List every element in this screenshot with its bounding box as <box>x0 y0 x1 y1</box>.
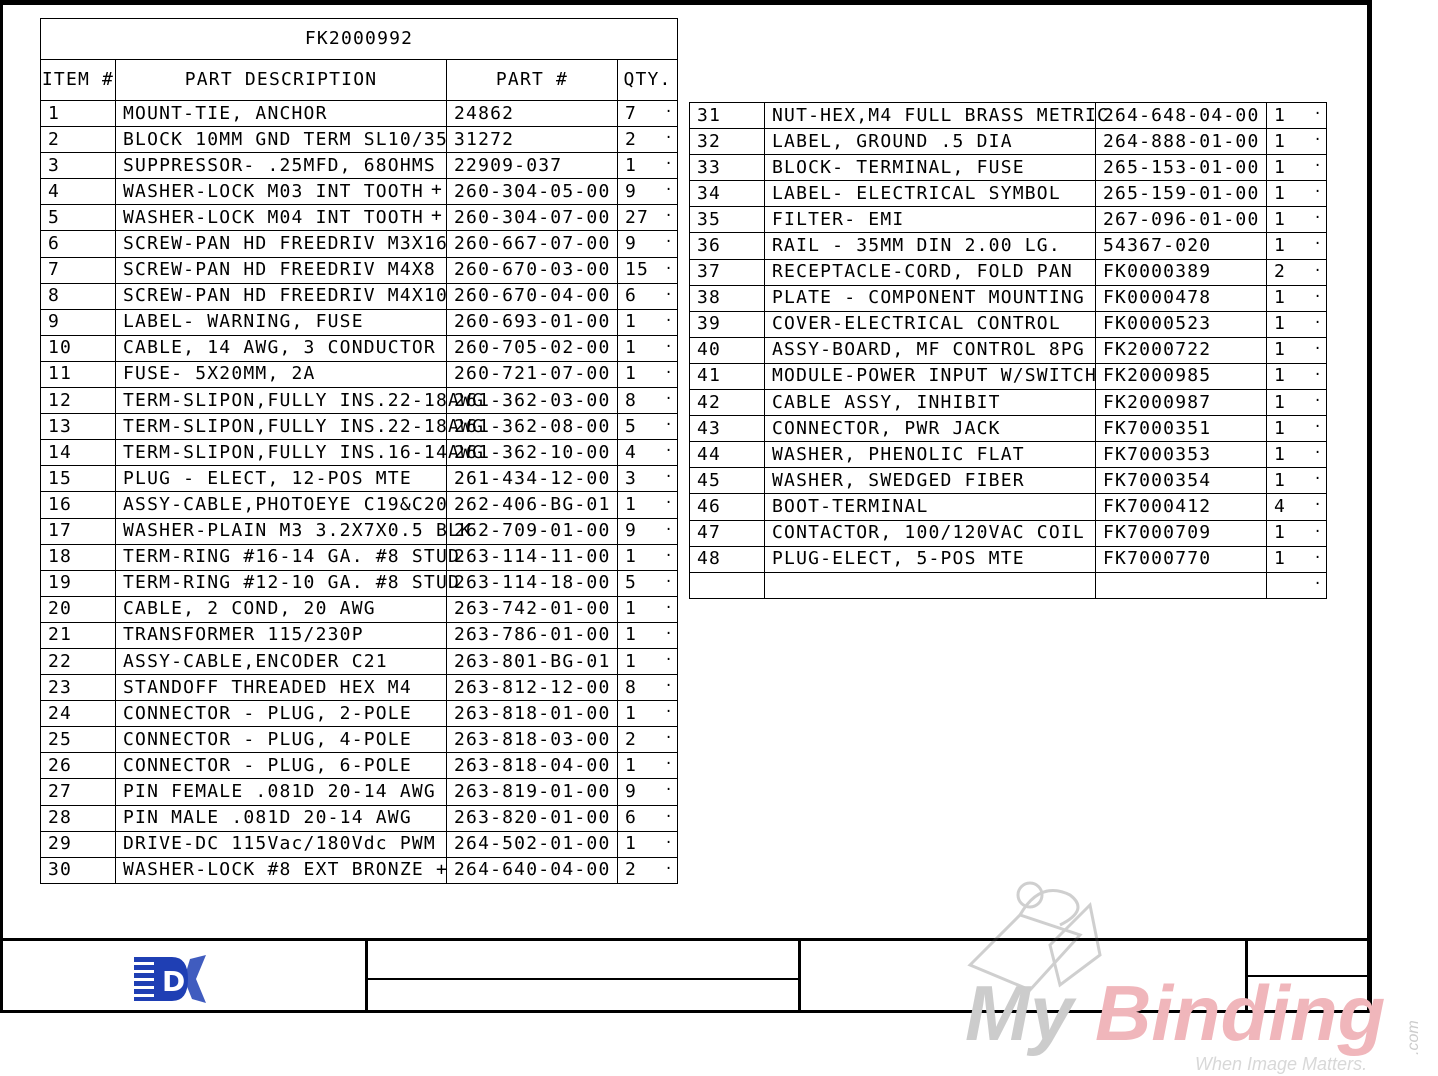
table-row <box>690 285 1327 311</box>
part-number-cell: FK7000353 <box>1096 442 1267 468</box>
part-number-cell: 265-153-01-00 <box>1096 155 1267 181</box>
table-row <box>690 155 1327 181</box>
qty-cell: 1 · <box>1267 363 1327 389</box>
header-part-number: PART # <box>447 60 618 101</box>
qty-cell: 2 · <box>618 857 678 883</box>
bom-title-row <box>41 19 678 60</box>
part-number-cell: FK7000351 <box>1096 416 1267 442</box>
table-row <box>690 363 1327 389</box>
description-cell: WASHER, PHENOLIC FLAT <box>765 442 1096 468</box>
qty-cell: 1 · <box>618 753 678 779</box>
description-cell: BLOCK- TERMINAL, FUSE <box>765 155 1096 181</box>
description-cell: SCREW-PAN HD FREEDRIV M3X16 <box>116 231 447 257</box>
qty-cell: 5 · <box>618 570 678 596</box>
item-cell: 20 <box>41 596 116 622</box>
part-number-cell: FK0000478 <box>1096 285 1267 311</box>
plus-mark: + <box>430 179 443 201</box>
qty-cell: 7 · <box>618 101 678 127</box>
table-row <box>690 207 1327 233</box>
part-number-cell: 260-667-07-00 <box>447 231 618 257</box>
watermark-tagline: When Image Matters. <box>1195 1054 1368 1074</box>
item-cell: 37 <box>690 259 765 285</box>
item-cell: 23 <box>41 675 116 701</box>
description-cell: TERM-RING #16-14 GA. #8 STUD <box>116 544 447 570</box>
item-cell: 31 <box>690 103 765 129</box>
part-number-cell: 261-362-08-00 <box>447 414 618 440</box>
item-cell: 47 <box>690 520 765 546</box>
table-row <box>690 416 1327 442</box>
part-number-cell: 263-801-BG-01 <box>447 648 618 674</box>
qty-cell: 9 · <box>618 231 678 257</box>
description-cell: FILTER- EMI <box>765 207 1096 233</box>
description-cell: TERM-SLIPON,FULLY INS.16-14AWG <box>116 440 447 466</box>
description-cell: TERM-SLIPON,FULLY INS.22-18AWG <box>116 414 447 440</box>
part-number-cell: 267-096-01-00 <box>1096 207 1267 233</box>
table-row <box>41 570 678 596</box>
description-cell: STANDOFF THREADED HEX M4 <box>116 675 447 701</box>
part-number-cell: FK7000354 <box>1096 468 1267 494</box>
qty-cell <box>1267 572 1327 598</box>
qty-cell: 8 · <box>618 675 678 701</box>
qty-cell: 1 · <box>618 596 678 622</box>
logo-letter: D <box>162 965 186 998</box>
qty-cell: 1 · <box>618 648 678 674</box>
table-row <box>690 129 1327 155</box>
part-number-cell: 261-362-03-00 <box>447 388 618 414</box>
item-cell: 5 <box>41 205 116 231</box>
item-cell: 15 <box>41 466 116 492</box>
description-cell: PIN MALE .081D 20-14 AWG <box>116 805 447 831</box>
part-number-cell: 260-670-03-00 <box>447 257 618 283</box>
description-cell: MODULE-POWER INPUT W/SWITCH <box>765 363 1096 389</box>
table-row <box>41 388 678 414</box>
description-cell: SCREW-PAN HD FREEDRIV M4X10 <box>116 283 447 309</box>
table-row <box>690 494 1327 520</box>
item-cell: 4 <box>41 179 116 205</box>
item-cell: 12 <box>41 388 116 414</box>
part-number-cell: 260-693-01-00 <box>447 309 618 335</box>
item-cell: 18 <box>41 544 116 570</box>
qty-cell: 1 · <box>618 361 678 387</box>
item-cell: 48 <box>690 546 765 572</box>
part-number-cell: 54367-020 <box>1096 233 1267 259</box>
description-cell: PLATE - COMPONENT MOUNTING <box>765 285 1096 311</box>
description-text: WASHER-LOCK M03 INT TOOTH <box>123 180 424 202</box>
table-row <box>41 361 678 387</box>
qty-cell: 27 · <box>618 205 678 231</box>
item-cell: 34 <box>690 181 765 207</box>
part-number-cell: 263-818-03-00 <box>447 727 618 753</box>
part-number-cell: 263-819-01-00 <box>447 779 618 805</box>
description-cell: RAIL - 35MM DIN 2.00 LG. <box>765 233 1096 259</box>
description-cell: CABLE, 14 AWG, 3 CONDUCTOR <box>116 335 447 361</box>
description-cell: PLUG - ELECT, 12-POS MTE <box>116 466 447 492</box>
item-cell: 8 <box>41 283 116 309</box>
description-cell: CONNECTOR, PWR JACK <box>765 416 1096 442</box>
part-number-cell: 265-159-01-00 <box>1096 181 1267 207</box>
item-cell: 3 <box>41 153 116 179</box>
part-number-cell: 260-721-07-00 <box>447 361 618 387</box>
qty-cell: 4 · <box>1267 494 1327 520</box>
description-text: WASHER-LOCK M04 INT TOOTH <box>123 206 424 228</box>
table-row <box>41 179 678 205</box>
header-qty: QTY. <box>618 60 678 101</box>
table-row <box>41 727 678 753</box>
item-cell: 36 <box>690 233 765 259</box>
part-number-cell: 261-434-12-00 <box>447 466 618 492</box>
header-item: ITEM # <box>41 60 116 101</box>
description-cell: LABEL- ELECTRICAL SYMBOL <box>765 181 1096 207</box>
description-cell: MOUNT-TIE, ANCHOR <box>116 101 447 127</box>
title-block-divider <box>365 938 368 1013</box>
item-cell: 22 <box>41 648 116 674</box>
part-number-cell: 263-820-01-00 <box>447 805 618 831</box>
qty-cell: 1 · <box>1267 546 1327 572</box>
description-cell: LABEL, GROUND .5 DIA <box>765 129 1096 155</box>
table-row <box>690 259 1327 285</box>
table-row <box>41 440 678 466</box>
item-cell: 33 <box>690 155 765 181</box>
company-logo <box>134 955 206 1003</box>
description-cell: TERM-RING #12-10 GA. #8 STUD <box>116 570 447 596</box>
table-row <box>690 572 1327 598</box>
description-cell: WASHER, SWEDGED FIBER <box>765 468 1096 494</box>
part-number-cell <box>1096 572 1267 598</box>
item-cell: 17 <box>41 518 116 544</box>
description-cell: CABLE ASSY, INHIBIT <box>765 390 1096 416</box>
part-number-cell: FK0000389 <box>1096 259 1267 285</box>
description-cell: DRIVE-DC 115Vac/180Vdc PWM <box>116 831 447 857</box>
item-cell: 13 <box>41 414 116 440</box>
qty-cell: 1 · <box>618 544 678 570</box>
table-row <box>41 805 678 831</box>
description-cell: CONNECTOR - PLUG, 4-POLE <box>116 727 447 753</box>
item-cell: 41 <box>690 363 765 389</box>
qty-cell: 1 · <box>618 701 678 727</box>
description-cell <box>116 205 447 231</box>
table-row <box>690 337 1327 363</box>
part-number-cell: 263-786-01-00 <box>447 622 618 648</box>
item-cell: 26 <box>41 753 116 779</box>
item-cell: 42 <box>690 390 765 416</box>
qty-cell: 1 · <box>1267 285 1327 311</box>
description-cell: ASSY-BOARD, MF CONTROL 8PG <box>765 337 1096 363</box>
description-cell: CONNECTOR - PLUG, 6-POLE <box>116 753 447 779</box>
qty-cell: 1 · <box>1267 311 1327 337</box>
part-number-cell: 263-742-01-00 <box>447 596 618 622</box>
description-cell: SCREW-PAN HD FREEDRIV M4X8 <box>116 257 447 283</box>
description-cell: FUSE- 5X20MM, 2A <box>116 361 447 387</box>
table-row <box>41 414 678 440</box>
qty-cell: 1 · <box>618 831 678 857</box>
description-cell <box>765 572 1096 598</box>
table-row <box>41 466 678 492</box>
qty-cell: 1 · <box>1267 520 1327 546</box>
part-number-cell: 22909-037 <box>447 153 618 179</box>
qty-cell: 2 · <box>1267 259 1327 285</box>
qty-cell: 1 · <box>1267 468 1327 494</box>
watermark-my: My <box>965 969 1074 1057</box>
qty-cell: 2 · <box>618 127 678 153</box>
part-number-cell: FK7000770 <box>1096 546 1267 572</box>
table-row <box>41 492 678 518</box>
qty-cell: 1 · <box>618 622 678 648</box>
part-number-cell: 264-502-01-00 <box>447 831 618 857</box>
item-cell: 9 <box>41 309 116 335</box>
description-cell <box>116 179 447 205</box>
description-cell: NUT-HEX,M4 FULL BRASS METRIC <box>765 103 1096 129</box>
part-number-cell: FK7000412 <box>1096 494 1267 520</box>
item-cell: 28 <box>41 805 116 831</box>
qty-cell: 1 · <box>1267 181 1327 207</box>
part-number-cell: 263-114-11-00 <box>447 544 618 570</box>
part-number-cell: 260-705-02-00 <box>447 335 618 361</box>
qty-cell: 8 · <box>618 388 678 414</box>
qty-cell: 6 · <box>618 805 678 831</box>
item-cell: 24 <box>41 701 116 727</box>
part-number-cell: 24862 <box>447 101 618 127</box>
table-row <box>41 622 678 648</box>
table-row <box>41 257 678 283</box>
description-cell: WASHER-LOCK #8 EXT BRONZE + <box>116 857 447 883</box>
description-cell: RECEPTACLE-CORD, FOLD PAN <box>765 259 1096 285</box>
part-number-cell: FK2000987 <box>1096 390 1267 416</box>
table-row <box>690 546 1327 572</box>
qty-cell: 9 · <box>618 779 678 805</box>
description-cell: TERM-SLIPON,FULLY INS.22-18AWG <box>116 388 447 414</box>
description-cell: CABLE, 2 COND, 20 AWG <box>116 596 447 622</box>
qty-cell: 1 · <box>1267 337 1327 363</box>
part-number-cell: 263-812-12-00 <box>447 675 618 701</box>
part-number-cell: 262-709-01-00 <box>447 518 618 544</box>
description-cell: ASSY-CABLE,PHOTOEYE C19&C20 <box>116 492 447 518</box>
table-row <box>41 831 678 857</box>
part-number-cell: FK2000722 <box>1096 337 1267 363</box>
description-cell: PIN FEMALE .081D 20-14 AWG <box>116 779 447 805</box>
qty-cell: 1 · <box>618 335 678 361</box>
table-row <box>41 779 678 805</box>
plus-mark: + <box>430 205 443 227</box>
table-row <box>41 309 678 335</box>
qty-cell: 4 · <box>618 440 678 466</box>
bom-table-right <box>689 102 1327 599</box>
item-cell: 14 <box>41 440 116 466</box>
item-cell: 45 <box>690 468 765 494</box>
item-cell: 30 <box>41 857 116 883</box>
table-row <box>690 520 1327 546</box>
qty-cell: 1 · <box>1267 390 1327 416</box>
qty-cell: 1 · <box>1267 129 1327 155</box>
qty-cell: 5 · <box>618 414 678 440</box>
item-cell: 10 <box>41 335 116 361</box>
qty-cell: 1 · <box>1267 416 1327 442</box>
table-row <box>41 544 678 570</box>
sheet-right-border <box>1368 0 1372 1013</box>
table-row <box>41 753 678 779</box>
table-row <box>41 231 678 257</box>
part-number-cell: 31272 <box>447 127 618 153</box>
item-cell: 19 <box>41 570 116 596</box>
qty-cell: 9 · <box>618 518 678 544</box>
part-number-cell: 263-818-01-00 <box>447 701 618 727</box>
item-cell: 39 <box>690 311 765 337</box>
part-number-cell: 261-362-10-00 <box>447 440 618 466</box>
description-cell: CONNECTOR - PLUG, 2-POLE <box>116 701 447 727</box>
item-cell: 1 <box>41 101 116 127</box>
table-row <box>690 103 1327 129</box>
qty-cell: 1 · <box>1267 207 1327 233</box>
part-number-cell: FK0000523 <box>1096 311 1267 337</box>
table-row <box>41 596 678 622</box>
table-row <box>41 701 678 727</box>
qty-cell: 2 · <box>618 727 678 753</box>
table-row <box>690 233 1327 259</box>
table-row <box>690 468 1327 494</box>
table-row <box>41 675 678 701</box>
part-number-cell: 264-648-04-00 <box>1096 103 1267 129</box>
part-number-cell: FK2000985 <box>1096 363 1267 389</box>
item-cell: 7 <box>41 257 116 283</box>
bom-header-row <box>41 60 678 101</box>
item-cell: 46 <box>690 494 765 520</box>
table-row <box>690 442 1327 468</box>
table-row <box>41 205 678 231</box>
description-cell: BOOT-TERMINAL <box>765 494 1096 520</box>
table-row <box>690 390 1327 416</box>
table-row <box>690 181 1327 207</box>
header-description: PART DESCRIPTION <box>116 60 447 101</box>
table-row <box>41 127 678 153</box>
description-cell: ASSY-CABLE,ENCODER C21 <box>116 648 447 674</box>
item-cell: 43 <box>690 416 765 442</box>
qty-cell: 15 · <box>618 257 678 283</box>
description-cell: SUPPRESSOR- .25MFD, 68OHMS <box>116 153 447 179</box>
part-number-cell: 264-888-01-00 <box>1096 129 1267 155</box>
title-block-divider <box>798 938 801 1013</box>
part-number-cell: 260-304-07-00 <box>447 205 618 231</box>
qty-cell: 1 · <box>618 309 678 335</box>
description-cell: CONTACTOR, 100/120VAC COIL <box>765 520 1096 546</box>
item-cell: 16 <box>41 492 116 518</box>
item-cell: 32 <box>690 129 765 155</box>
item-cell: 2 <box>41 127 116 153</box>
qty-cell: 1 · <box>618 153 678 179</box>
item-cell <box>690 572 765 598</box>
qty-cell: 9 · <box>618 179 678 205</box>
description-cell: COVER-ELECTRICAL CONTROL <box>765 311 1096 337</box>
qty-cell: 1 · <box>1267 103 1327 129</box>
item-cell: 29 <box>41 831 116 857</box>
qty-cell: 3 · <box>618 466 678 492</box>
item-cell: 44 <box>690 442 765 468</box>
mybinding-watermark <box>960 875 1438 1075</box>
table-row <box>41 335 678 361</box>
qty-cell: 1 · <box>1267 442 1327 468</box>
description-cell: LABEL- WARNING, FUSE <box>116 309 447 335</box>
table-row <box>690 311 1327 337</box>
item-cell: 25 <box>41 727 116 753</box>
qty-cell: 1 · <box>618 492 678 518</box>
table-row <box>41 283 678 309</box>
watermark-tld: .com <box>1405 1020 1422 1055</box>
part-number-cell: 260-670-04-00 <box>447 283 618 309</box>
part-number-cell: 263-114-18-00 <box>447 570 618 596</box>
qty-cell: 1 · <box>1267 155 1327 181</box>
table-row <box>41 648 678 674</box>
item-cell: 21 <box>41 622 116 648</box>
qty-cell: 6 · <box>618 283 678 309</box>
item-cell: 40 <box>690 337 765 363</box>
description-cell: WASHER-PLAIN M3 3.2X7X0.5 BLK <box>116 518 447 544</box>
description-cell: TRANSFORMER 115/230P <box>116 622 447 648</box>
part-number-cell: 264-640-04-00 <box>447 857 618 883</box>
table-row <box>41 153 678 179</box>
bom-table-left <box>40 18 678 884</box>
part-number-cell: 262-406-BG-01 <box>447 492 618 518</box>
bom-title: FK2000992 <box>41 19 678 60</box>
part-number-cell: 260-304-05-00 <box>447 179 618 205</box>
table-row <box>41 857 678 883</box>
item-cell: 27 <box>41 779 116 805</box>
table-row <box>41 518 678 544</box>
item-cell: 6 <box>41 231 116 257</box>
item-cell: 38 <box>690 285 765 311</box>
item-cell: 35 <box>690 207 765 233</box>
title-block-rule <box>365 978 800 980</box>
qty-cell: 1 · <box>1267 233 1327 259</box>
part-number-cell: FK7000709 <box>1096 520 1267 546</box>
description-cell: PLUG-ELECT, 5-POS MTE <box>765 546 1096 572</box>
table-row <box>41 101 678 127</box>
item-cell: 11 <box>41 361 116 387</box>
description-cell: BLOCK 10MM GND TERM SL10/35 <box>116 127 447 153</box>
part-number-cell: 263-818-04-00 <box>447 753 618 779</box>
watermark-binding: Binding <box>1095 969 1386 1057</box>
